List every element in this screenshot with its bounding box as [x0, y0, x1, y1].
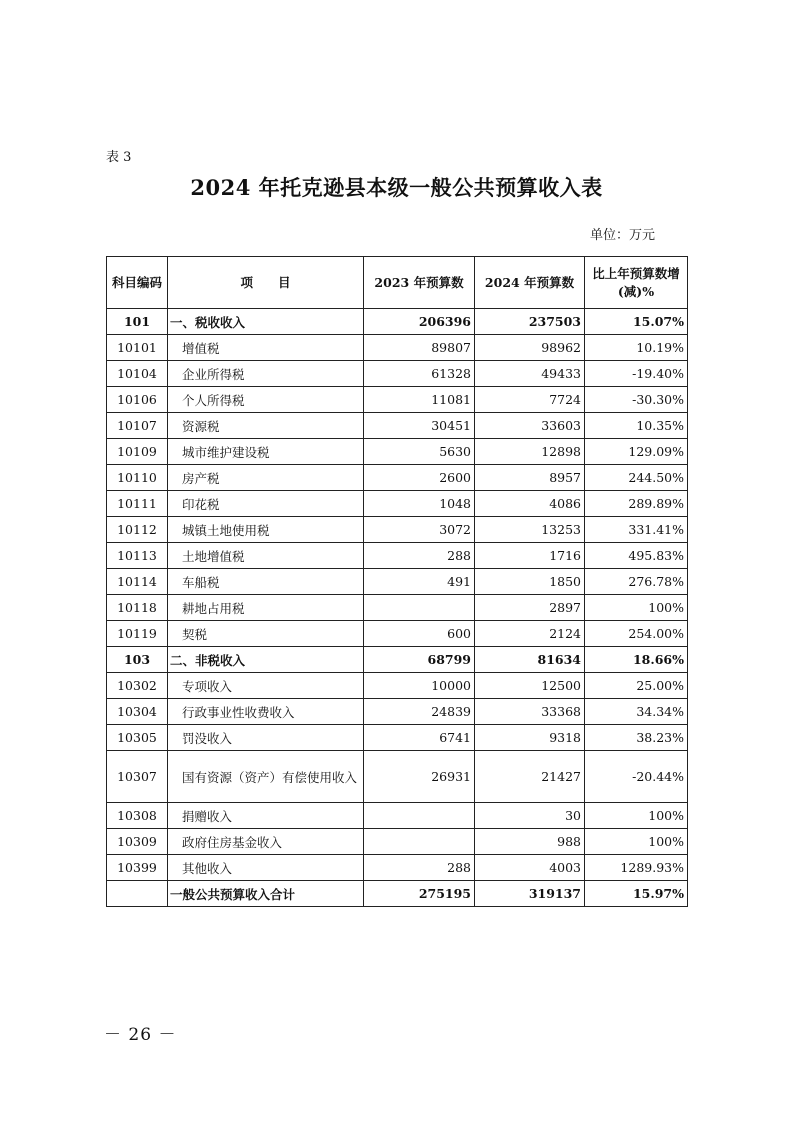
- table-row: [107, 517, 688, 543]
- change-percent-cell: 10.35%: [585, 413, 688, 439]
- budget-2024-cell: 319137: [475, 881, 585, 907]
- budget-2023-cell: [364, 829, 475, 855]
- code-cell: 10309: [107, 829, 168, 855]
- budget-2023-cell: 288: [364, 543, 475, 569]
- code-cell: 10101: [107, 335, 168, 361]
- item-name-cell: 房产税: [168, 465, 364, 491]
- budget-2024-cell: 13253: [475, 517, 585, 543]
- budget-2023-cell: 11081: [364, 387, 475, 413]
- header-change-percent: 比上年预算数增(减)%: [585, 257, 688, 309]
- change-percent-cell: 38.23%: [585, 725, 688, 751]
- item-name-cell: 一、税收收入: [168, 309, 364, 335]
- change-percent-cell: 25.00%: [585, 673, 688, 699]
- budget-2024-cell: 81634: [475, 647, 585, 673]
- budget-2024-cell: 7724: [475, 387, 585, 413]
- item-name-cell: 行政事业性收费收入: [168, 699, 364, 725]
- code-cell: 10111: [107, 491, 168, 517]
- change-percent-cell: 34.34%: [585, 699, 688, 725]
- section-row: [107, 309, 688, 335]
- item-name-cell: 印花税: [168, 491, 364, 517]
- table-row: [107, 855, 688, 881]
- change-percent-cell: 254.00%: [585, 621, 688, 647]
- change-percent-cell: 276.78%: [585, 569, 688, 595]
- item-name-cell: 罚没收入: [168, 725, 364, 751]
- table-row: [107, 569, 688, 595]
- budget-revenue-table: [106, 256, 688, 907]
- change-percent-cell: 244.50%: [585, 465, 688, 491]
- budget-2024-cell: 12898: [475, 439, 585, 465]
- budget-2024-cell: 4086: [475, 491, 585, 517]
- budget-2024-cell: 2897: [475, 595, 585, 621]
- budget-2024-cell: 2124: [475, 621, 585, 647]
- code-cell: 10304: [107, 699, 168, 725]
- budget-2024-cell: 4003: [475, 855, 585, 881]
- budget-2024-cell: 988: [475, 829, 585, 855]
- budget-2023-cell: 288: [364, 855, 475, 881]
- budget-2024-cell: 9318: [475, 725, 585, 751]
- table-row: [107, 699, 688, 725]
- budget-2023-cell: [364, 595, 475, 621]
- table-row: [107, 751, 688, 803]
- budget-2024-cell: 8957: [475, 465, 585, 491]
- budget-2024-cell: 12500: [475, 673, 585, 699]
- budget-2023-cell: 24839: [364, 699, 475, 725]
- item-name-cell: 耕地占用税: [168, 595, 364, 621]
- code-cell: 10308: [107, 803, 168, 829]
- code-cell: 10112: [107, 517, 168, 543]
- code-cell: 10114: [107, 569, 168, 595]
- budget-2023-cell: 26931: [364, 751, 475, 803]
- budget-2024-cell: 1850: [475, 569, 585, 595]
- code-cell: [107, 881, 168, 907]
- budget-2023-cell: 206396: [364, 309, 475, 335]
- item-name-cell: 资源税: [168, 413, 364, 439]
- budget-2023-cell: 30451: [364, 413, 475, 439]
- item-name-cell: 土地增值税: [168, 543, 364, 569]
- table-row: [107, 829, 688, 855]
- budget-2024-cell: 98962: [475, 335, 585, 361]
- code-cell: 10110: [107, 465, 168, 491]
- budget-2023-cell: [364, 803, 475, 829]
- item-name-cell: 契税: [168, 621, 364, 647]
- page-number: － 26 －: [104, 1025, 177, 1045]
- code-cell: 10118: [107, 595, 168, 621]
- change-percent-cell: 10.19%: [585, 335, 688, 361]
- budget-2024-cell: 1716: [475, 543, 585, 569]
- budget-2023-cell: 491: [364, 569, 475, 595]
- table-row: [107, 387, 688, 413]
- change-percent-cell: 1289.93%: [585, 855, 688, 881]
- change-percent-cell: 331.41%: [585, 517, 688, 543]
- table-row: [107, 439, 688, 465]
- item-name-cell: 二、非税收入: [168, 647, 364, 673]
- item-name-cell: 个人所得税: [168, 387, 364, 413]
- code-cell: 10109: [107, 439, 168, 465]
- table-body: [107, 309, 688, 907]
- table-row: [107, 543, 688, 569]
- table-row: [107, 595, 688, 621]
- change-percent-cell: 18.66%: [585, 647, 688, 673]
- code-cell: 10399: [107, 855, 168, 881]
- budget-2023-cell: 1048: [364, 491, 475, 517]
- change-percent-cell: 15.97%: [585, 881, 688, 907]
- item-name-cell: 增值税: [168, 335, 364, 361]
- change-percent-cell: 289.89%: [585, 491, 688, 517]
- total-row: [107, 881, 688, 907]
- change-percent-cell: 100%: [585, 803, 688, 829]
- change-percent-cell: -19.40%: [585, 361, 688, 387]
- header-budget-2023: 2023 年预算数: [364, 257, 475, 309]
- budget-2024-cell: 49433: [475, 361, 585, 387]
- budget-2024-cell: 30: [475, 803, 585, 829]
- item-name-cell: 城市维护建设税: [168, 439, 364, 465]
- item-name-cell: 城镇土地使用税: [168, 517, 364, 543]
- item-name-cell: 政府住房基金收入: [168, 829, 364, 855]
- change-percent-cell: -30.30%: [585, 387, 688, 413]
- code-cell: 10305: [107, 725, 168, 751]
- table-row: [107, 361, 688, 387]
- unit-label: 单位：万元: [589, 228, 655, 243]
- table-row: [107, 413, 688, 439]
- section-row: [107, 647, 688, 673]
- budget-2024-cell: 33368: [475, 699, 585, 725]
- budget-2024-cell: 21427: [475, 751, 585, 803]
- budget-2023-cell: 6741: [364, 725, 475, 751]
- budget-2023-cell: 3072: [364, 517, 475, 543]
- table-row: [107, 465, 688, 491]
- item-name-cell: 其他收入: [168, 855, 364, 881]
- table-row: [107, 621, 688, 647]
- table-row: [107, 491, 688, 517]
- budget-2023-cell: 275195: [364, 881, 475, 907]
- table-row: [107, 673, 688, 699]
- budget-2023-cell: 2600: [364, 465, 475, 491]
- code-cell: 10302: [107, 673, 168, 699]
- item-name-cell: 一般公共预算收入合计: [168, 881, 364, 907]
- budget-2023-cell: 68799: [364, 647, 475, 673]
- header-item: 项 目: [168, 257, 364, 309]
- item-name-cell: 车船税: [168, 569, 364, 595]
- item-name-cell: 专项收入: [168, 673, 364, 699]
- budget-2024-cell: 237503: [475, 309, 585, 335]
- document-title: 2024 年托克逊县本级一般公共预算收入表: [190, 175, 603, 200]
- budget-2023-cell: 89807: [364, 335, 475, 361]
- budget-2024-cell: 33603: [475, 413, 585, 439]
- change-percent-cell: 100%: [585, 829, 688, 855]
- budget-2023-cell: 600: [364, 621, 475, 647]
- budget-2023-cell: 5630: [364, 439, 475, 465]
- change-percent-cell: 15.07%: [585, 309, 688, 335]
- table-row: [107, 335, 688, 361]
- budget-2023-cell: 61328: [364, 361, 475, 387]
- code-cell: 10307: [107, 751, 168, 803]
- code-cell: 10106: [107, 387, 168, 413]
- code-cell: 10113: [107, 543, 168, 569]
- item-name-cell: 企业所得税: [168, 361, 364, 387]
- item-name-cell: 捐赠收入: [168, 803, 364, 829]
- table-label: 表 3: [106, 150, 132, 165]
- code-cell: 10104: [107, 361, 168, 387]
- code-cell: 103: [107, 647, 168, 673]
- header-code: 科目编码: [107, 257, 168, 309]
- budget-2023-cell: 10000: [364, 673, 475, 699]
- change-percent-cell: -20.44%: [585, 751, 688, 803]
- change-percent-cell: 129.09%: [585, 439, 688, 465]
- table-header-row: [107, 257, 688, 309]
- header-budget-2024: 2024 年预算数: [475, 257, 585, 309]
- code-cell: 10119: [107, 621, 168, 647]
- code-cell: 10107: [107, 413, 168, 439]
- item-name-cell: 国有资源（资产）有偿使用收入: [168, 751, 364, 803]
- change-percent-cell: 100%: [585, 595, 688, 621]
- code-cell: 101: [107, 309, 168, 335]
- table-row: [107, 725, 688, 751]
- change-percent-cell: 495.83%: [585, 543, 688, 569]
- table-row: [107, 803, 688, 829]
